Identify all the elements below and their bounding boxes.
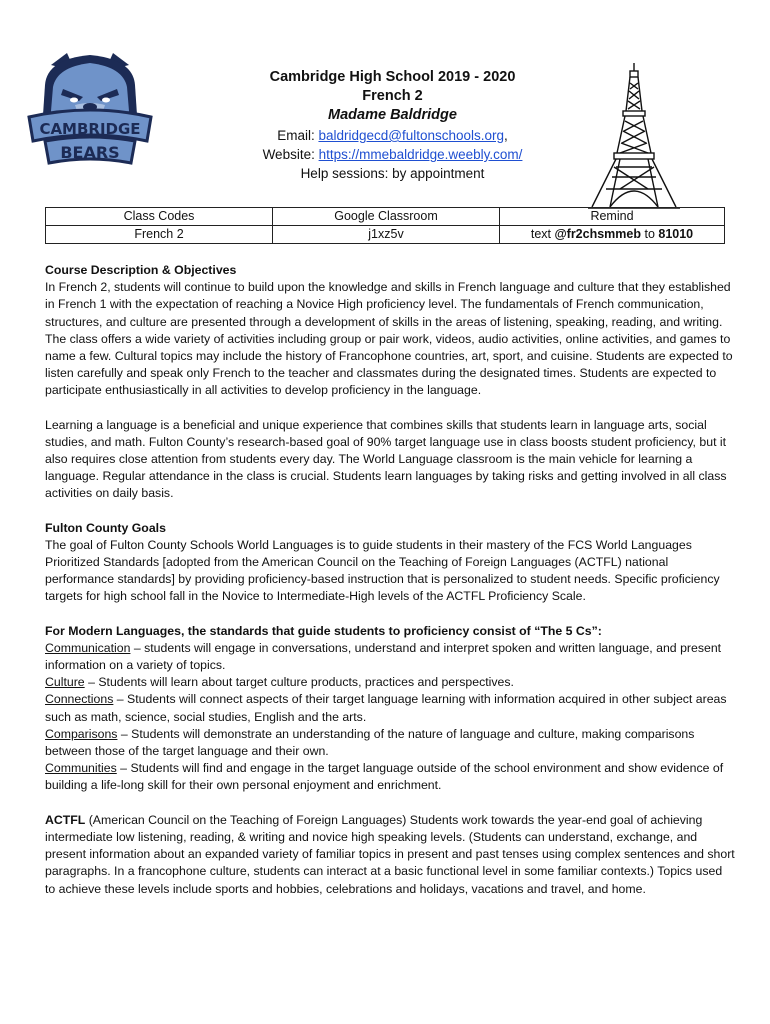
teacher-name: Madame Baldridge	[328, 107, 457, 123]
remind-number: 81010	[658, 227, 694, 241]
class-codes-table	[45, 207, 725, 244]
website-link[interactable]: https://mmebaldridge.weebly.com/	[318, 147, 523, 162]
email-link[interactable]: baldridgecd@fultonschools.org	[318, 128, 505, 143]
actfl-text: (American Council on the Teaching of Foreign Languages) Students work towards the year-end goal of achieving intermediate low listening, reading, & writing and novice high speaking levels. (Students can understand, exchange, and present information about an expanded variety of familiar topics in present and past tenses using complex sentences and short paragraphs. In a francophone culture, students can interact at a basic functional level in some familiar contexts.) Topics used to achieve these levels include sports and hobbies, celebrations and holidays, vacations and travel, and home.	[45, 812, 735, 896]
remind-pre: text	[530, 227, 555, 241]
header-remind: Remind	[500, 208, 725, 226]
course-text: In French 2, students will continue to build upon the knowledge and skills in French language and culture that they established in French 1 with the expectation of reaching a Novice High proficiency level. The fundamentals of French communication, structures, and culture are presented through a development of skills in the areas of listening, speaking, reading, and writing. The class offers a wide variety of activities including group or pair work, videos, audio activities, online activities, and games to name a few. Cultural topics may include the history of Francophone countries, art, sport, and cuisine. Students are expected to listen carefully and speak only French to the teacher and classmates during the designated times. Students are expected to participate enthusiastically in all activities to develop proficiency in the language.	[45, 280, 733, 398]
header-google-classroom: Google Classroom	[273, 208, 500, 226]
cs-text: – Students will find and engage in the target language outside of the school environment and show evidence of building a life-long skill for their own personal enjoyment and enrichment.	[45, 761, 724, 793]
list-item	[45, 692, 727, 723]
website-line	[200, 145, 585, 164]
document-body	[45, 262, 735, 915]
cs-term: Communication	[45, 640, 131, 655]
goals-text: The goal of Fulton County Schools World Languages is to guide students in their mastery of the FCS World Languages Prioritized Standards [adopted from the American Council on the Teaching of Foreign Languages (ACTFL) national performance standards] by providing proficiency-based instruction that is personalized to student needs. Specific proficiency targets for high school fall in the Novice to Intermediate-High levels of the ACTFL Proficiency Scale.	[45, 537, 720, 604]
email-label: Email:	[277, 128, 319, 143]
five-cs-heading: For Modern Languages, the standards that guide students to proficiency consist of “The 5 Cs”:	[45, 623, 602, 638]
list-item	[45, 761, 723, 792]
logo-line2: BEARS	[60, 143, 120, 162]
five-cs-section	[45, 623, 735, 795]
header-class-codes: Class Codes	[46, 208, 273, 226]
cs-term: Culture	[45, 675, 85, 690]
school-title: Cambridge High School 2019 - 2020	[269, 69, 516, 85]
cs-text: – Students will connect aspects of their target language learning with information acquired in other subject areas such as math, science, social studies, English and the arts.	[45, 692, 727, 724]
cs-term: Comparisons	[45, 726, 118, 741]
email-line	[200, 126, 585, 145]
course-heading: Course Description & Objectives	[45, 263, 237, 277]
cs-term: Connections	[45, 692, 114, 707]
cs-text: – Students will demonstrate an understanding of the nature of language and culture, making comparisons between those of the target language and their own.	[45, 726, 695, 759]
course-title: French 2	[362, 88, 423, 104]
logo-line1: CAMBRIDGE	[39, 120, 141, 138]
cs-text: – Students will learn about target culture products, practices and perspectives.	[84, 675, 514, 690]
cell-classroom-code: j1xz5v	[273, 226, 500, 244]
website-label: Website:	[262, 147, 319, 162]
course-section	[45, 262, 735, 400]
actfl-paragraph	[45, 812, 735, 898]
cs-text: – students will engage in conversations, understand and interpret spoken and written language, and present information on a variety of topics.	[45, 640, 722, 673]
list-item	[45, 641, 721, 672]
remind-mid: to	[641, 227, 659, 241]
goals-heading: Fulton County Goals	[45, 520, 166, 535]
actfl-term: ACTFL	[45, 812, 86, 827]
goals-section	[45, 520, 735, 606]
cambridge-bears-logo	[27, 45, 153, 171]
email-suffix: ,	[504, 128, 508, 143]
table-row	[46, 226, 725, 244]
cs-term: Communities	[45, 761, 117, 776]
help-sessions: Help sessions: by appointment	[300, 166, 485, 181]
document-header	[200, 68, 585, 183]
eiffel-tower-icon	[586, 63, 682, 209]
cell-class: French 2	[46, 226, 273, 244]
remind-code: @fr2chsmmeb	[554, 227, 641, 241]
list-item	[45, 675, 514, 689]
cell-remind	[500, 226, 725, 244]
list-item	[45, 727, 694, 758]
table-header-row	[46, 208, 725, 226]
learning-paragraph: Learning a language is a beneficial and unique experience that combines skills that students learn in language arts, social studies, and math. Fulton County’s research-based goal of 90% target language use in class boosts student proficiency, but it also requires close attention from students every day. The World Language classroom is the main vehicle for learning a language. Regular attendance in the class is crucial. Students learn languages by taking risks and getting involved in all class activities on daily basis.	[45, 417, 727, 501]
